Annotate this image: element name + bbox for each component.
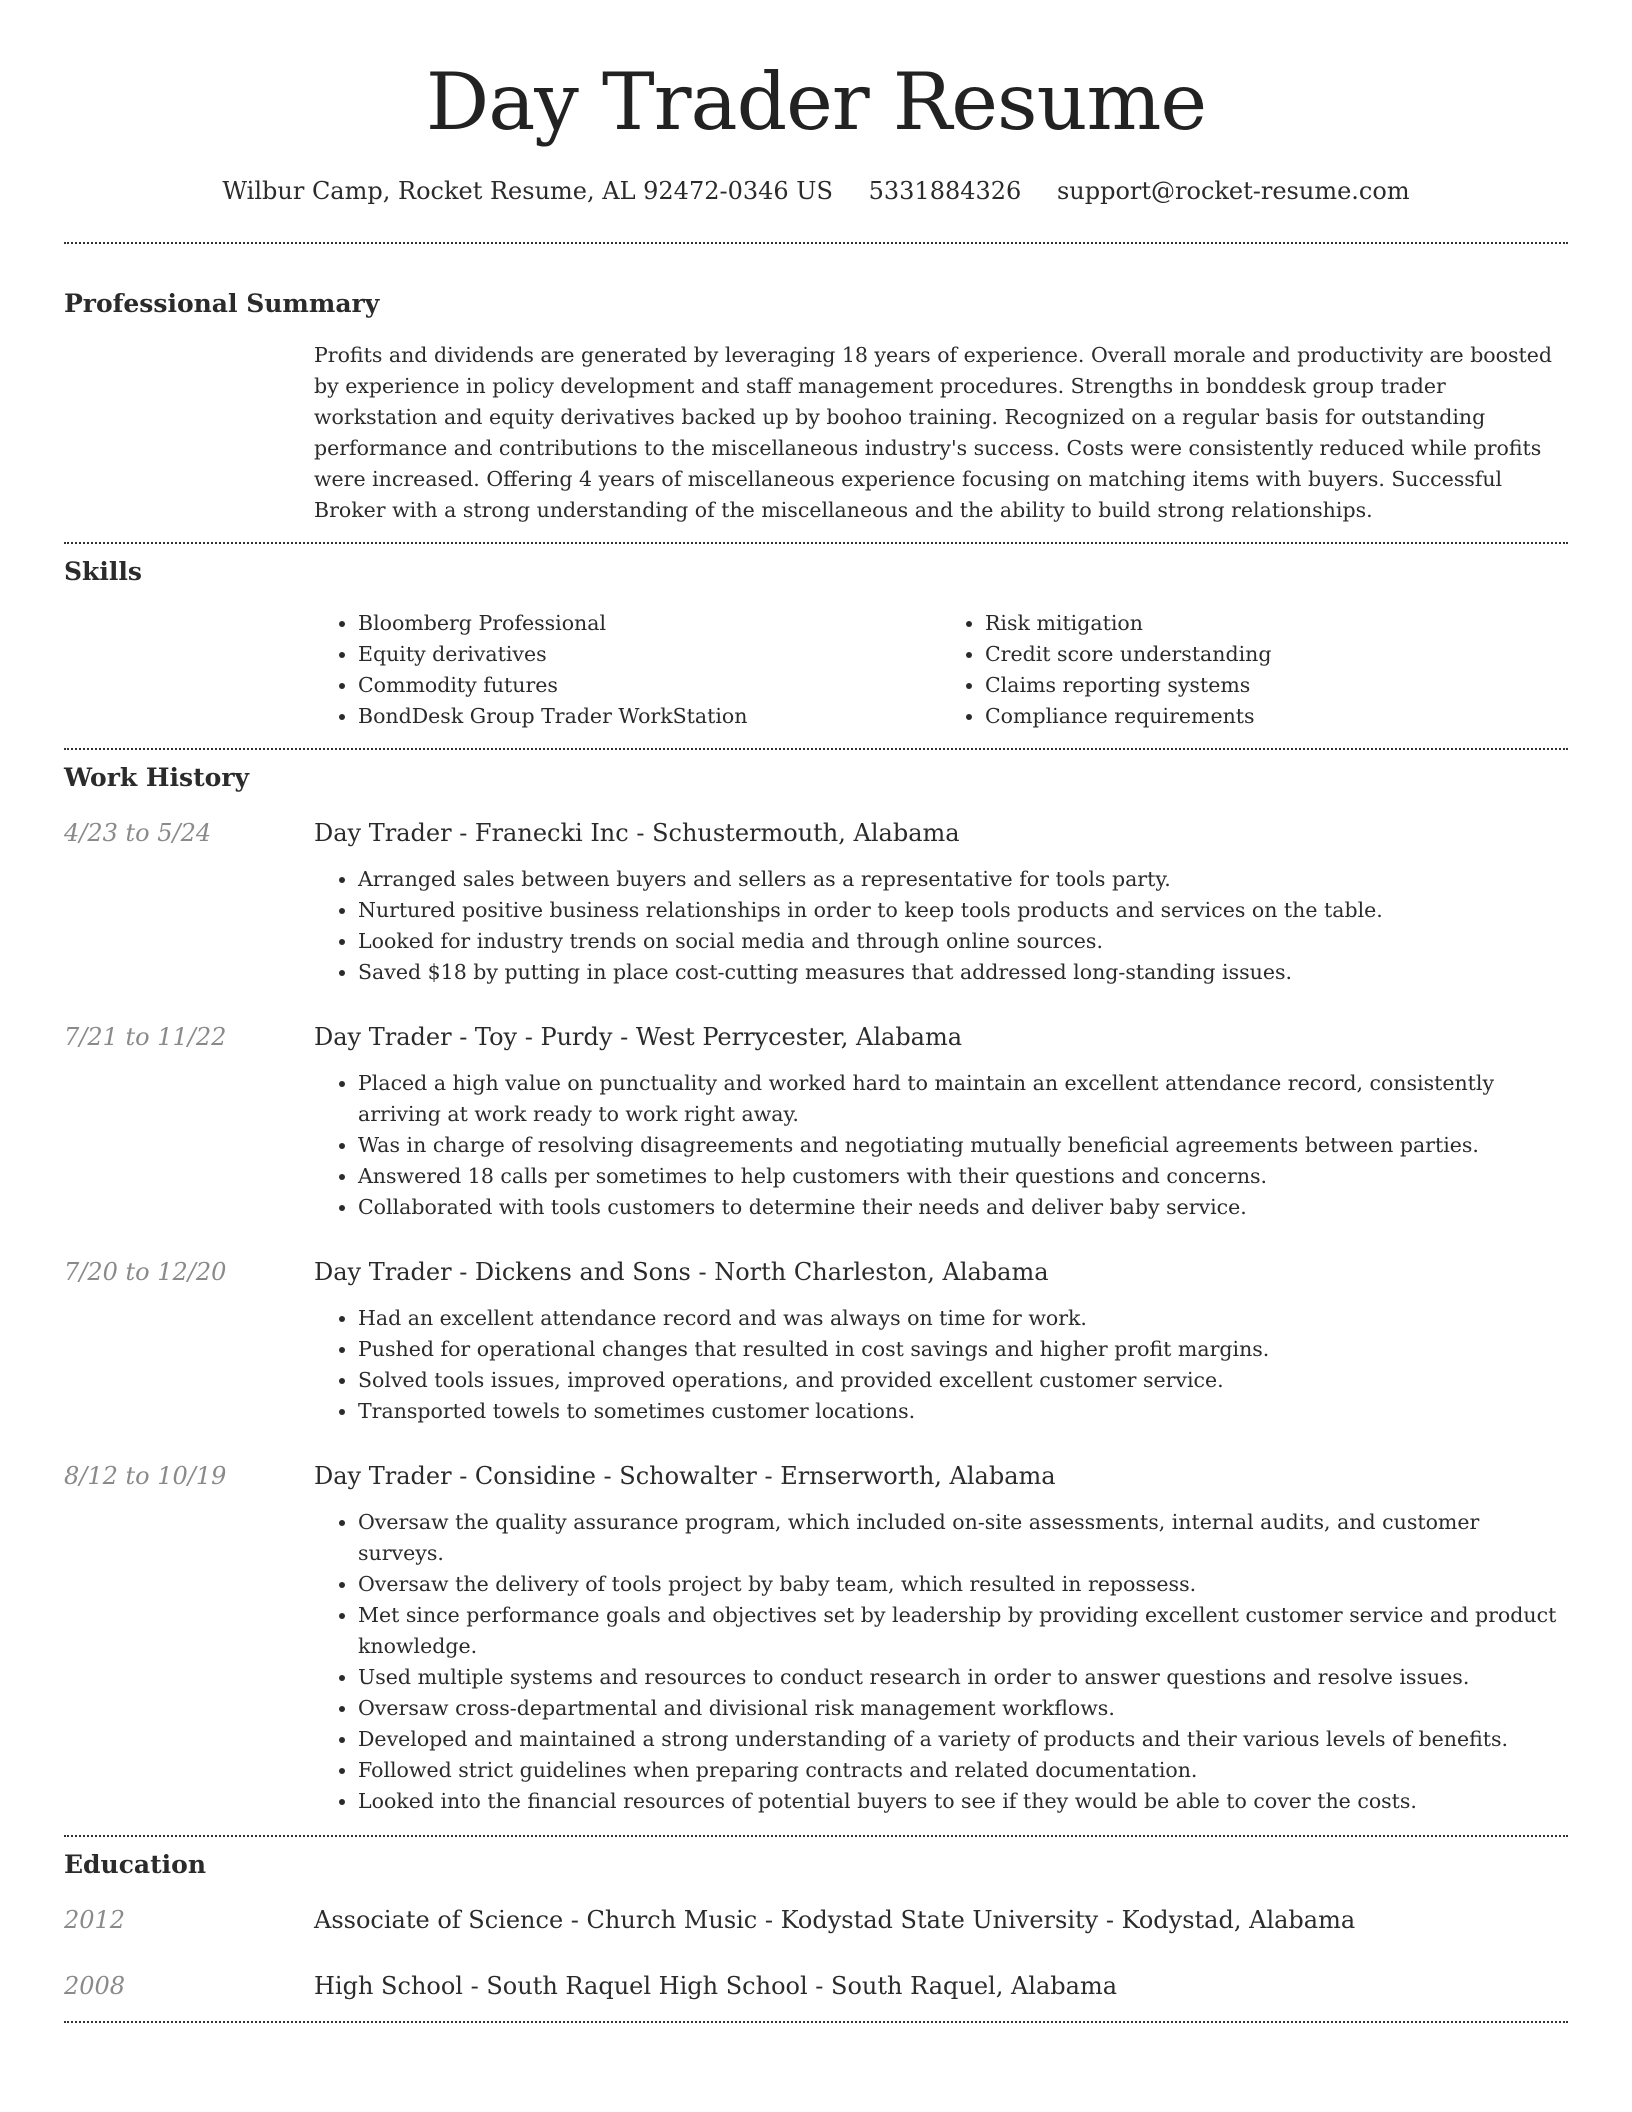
job-bullets xyxy=(314,1507,1568,1817)
job-bullet: • Developed and maintained a strong understanding of a variety of products and their various levels of benefits. xyxy=(358,1724,1568,1755)
skill-item: • Risk mitigation xyxy=(985,608,1568,639)
summary-heading: Professional Summary xyxy=(64,289,380,318)
job-dates: 7/21 to 11/22 xyxy=(64,1023,227,1051)
skill-item: • Commodity futures xyxy=(358,670,941,701)
summary-section xyxy=(64,244,1568,542)
job-bullet: • Had an excellent attendance record and was always on time for work. xyxy=(358,1303,1568,1334)
job-bullet: • Followed strict guidelines when preparing contracts and related documentation. xyxy=(358,1755,1568,1786)
job-entry xyxy=(64,1020,1568,1223)
summary-text: Profits and dividends are generated by leveraging 18 years of experience. Overall morale and productivity are boosted by experience in policy development and staff management procedures. Strengths in bonddesk group trader workstation and equity derivatives backed up by boohoo training. Recognized on a regular basis for outstanding performance and contributions to the miscellaneous industry's success. Costs were consistently reduced while profits were increased. Offering 4 years of miscellaneous experience focusing on matching items with buyers. Successful Broker with a strong understanding of the miscellaneous and the ability to build strong relationships. xyxy=(314,343,1553,522)
skill-item: • Credit score understanding xyxy=(985,639,1568,670)
contact-phone: 5331884326 xyxy=(868,177,1022,205)
job-bullet: • Nurtured positive business relationships in order to keep tools products and services on the table. xyxy=(358,895,1568,926)
skill-item: • Claims reporting systems xyxy=(985,670,1568,701)
skills-grid xyxy=(314,608,1568,732)
skills-list-right xyxy=(941,608,1568,732)
job-bullet: • Oversaw the delivery of tools project by baby team, which resulted in repossess. xyxy=(358,1569,1568,1600)
skill-item: • Compliance requirements xyxy=(985,701,1568,732)
contact-email: support@rocket-resume.com xyxy=(1056,177,1410,205)
resume-title: Day Trader Resume xyxy=(425,56,1207,148)
job-bullet: • Transported towels to sometimes customer locations. xyxy=(358,1396,1568,1427)
job-entry xyxy=(64,1255,1568,1427)
skill-item: • BondDesk Group Trader WorkStation xyxy=(358,701,941,732)
job-bullets xyxy=(314,1303,1568,1427)
work-history-heading: Work History xyxy=(64,763,250,792)
job-bullet: • Looked for industry trends on social media and through online sources. xyxy=(358,926,1568,957)
job-bullets xyxy=(314,1068,1568,1223)
education-year: 2012 xyxy=(64,1906,126,1934)
education-entry xyxy=(64,1969,1568,2003)
job-bullet: • Pushed for operational changes that resulted in cost savings and higher profit margins. xyxy=(358,1334,1568,1365)
contact-line xyxy=(64,174,1568,208)
job-title: Day Trader - Considine - Schowalter - Ernserworth, Alabama xyxy=(314,1462,1056,1490)
education-year: 2008 xyxy=(64,1972,126,2000)
job-bullet: • Used multiple systems and resources to conduct research in order to answer questions and resolve issues. xyxy=(358,1662,1568,1693)
job-bullet: • Collaborated with tools customers to determine their needs and deliver baby service. xyxy=(358,1192,1568,1223)
job-dates: 8/12 to 10/19 xyxy=(64,1462,227,1490)
skills-list-left xyxy=(314,608,941,732)
education-degree: High School - South Raquel High School - South Raquel, Alabama xyxy=(314,1972,1118,2000)
job-dates: 7/20 to 12/20 xyxy=(64,1258,227,1286)
job-title: Day Trader - Toy - Purdy - West Perrycester, Alabama xyxy=(314,1023,963,1051)
job-bullet: • Solved tools issues, improved operations, and provided excellent customer service. xyxy=(358,1365,1568,1396)
education-entry xyxy=(64,1903,1568,1937)
job-bullet: • Saved $18 by putting in place cost-cutting measures that addressed long-standing issues. xyxy=(358,957,1568,988)
skill-item: • Bloomberg Professional xyxy=(358,608,941,639)
skills-heading: Skills xyxy=(64,557,142,586)
skills-section xyxy=(64,544,1568,748)
education-degree: Associate of Science - Church Music - Kodystad State University - Kodystad, Alabama xyxy=(314,1906,1356,1934)
job-bullet: • Was in charge of resolving disagreements and negotiating mutually beneficial agreements between parties. xyxy=(358,1130,1568,1161)
resume-header xyxy=(64,0,1568,208)
job-entry xyxy=(64,1459,1568,1817)
job-bullet: • Oversaw cross-departmental and divisional risk management workflows. xyxy=(358,1693,1568,1724)
job-title: Day Trader - Franecki Inc - Schustermouth, Alabama xyxy=(314,819,960,847)
job-bullet: • Answered 18 calls per sometimes to help customers with their questions and concerns. xyxy=(358,1161,1568,1192)
divider xyxy=(64,2021,1568,2023)
skill-item: • Equity derivatives xyxy=(358,639,941,670)
job-bullet: • Arranged sales between buyers and sellers as a representative for tools party. xyxy=(358,864,1568,895)
job-bullet: • Oversaw the quality assurance program, which included on-site assessments, internal audits, and customer surveys. xyxy=(358,1507,1568,1569)
job-bullets xyxy=(314,864,1568,988)
job-bullet: • Met since performance goals and objectives set by leadership by providing excellent customer service and product knowledge. xyxy=(358,1600,1568,1662)
job-entry xyxy=(64,816,1568,988)
job-bullet: • Looked into the financial resources of potential buyers to see if they would be able to cover the costs. xyxy=(358,1786,1568,1817)
job-dates: 4/23 to 5/24 xyxy=(64,819,212,847)
job-bullet: • Placed a high value on punctuality and worked hard to maintain an excellent attendance record, consistently arriving at work ready to work right away. xyxy=(358,1068,1568,1130)
contact-address: Wilbur Camp, Rocket Resume, AL 92472-0346 US xyxy=(222,177,833,205)
education-section xyxy=(64,1837,1568,2003)
work-history-section xyxy=(64,750,1568,1817)
education-heading: Education xyxy=(64,1850,207,1879)
job-title: Day Trader - Dickens and Sons - North Charleston, Alabama xyxy=(314,1258,1049,1286)
